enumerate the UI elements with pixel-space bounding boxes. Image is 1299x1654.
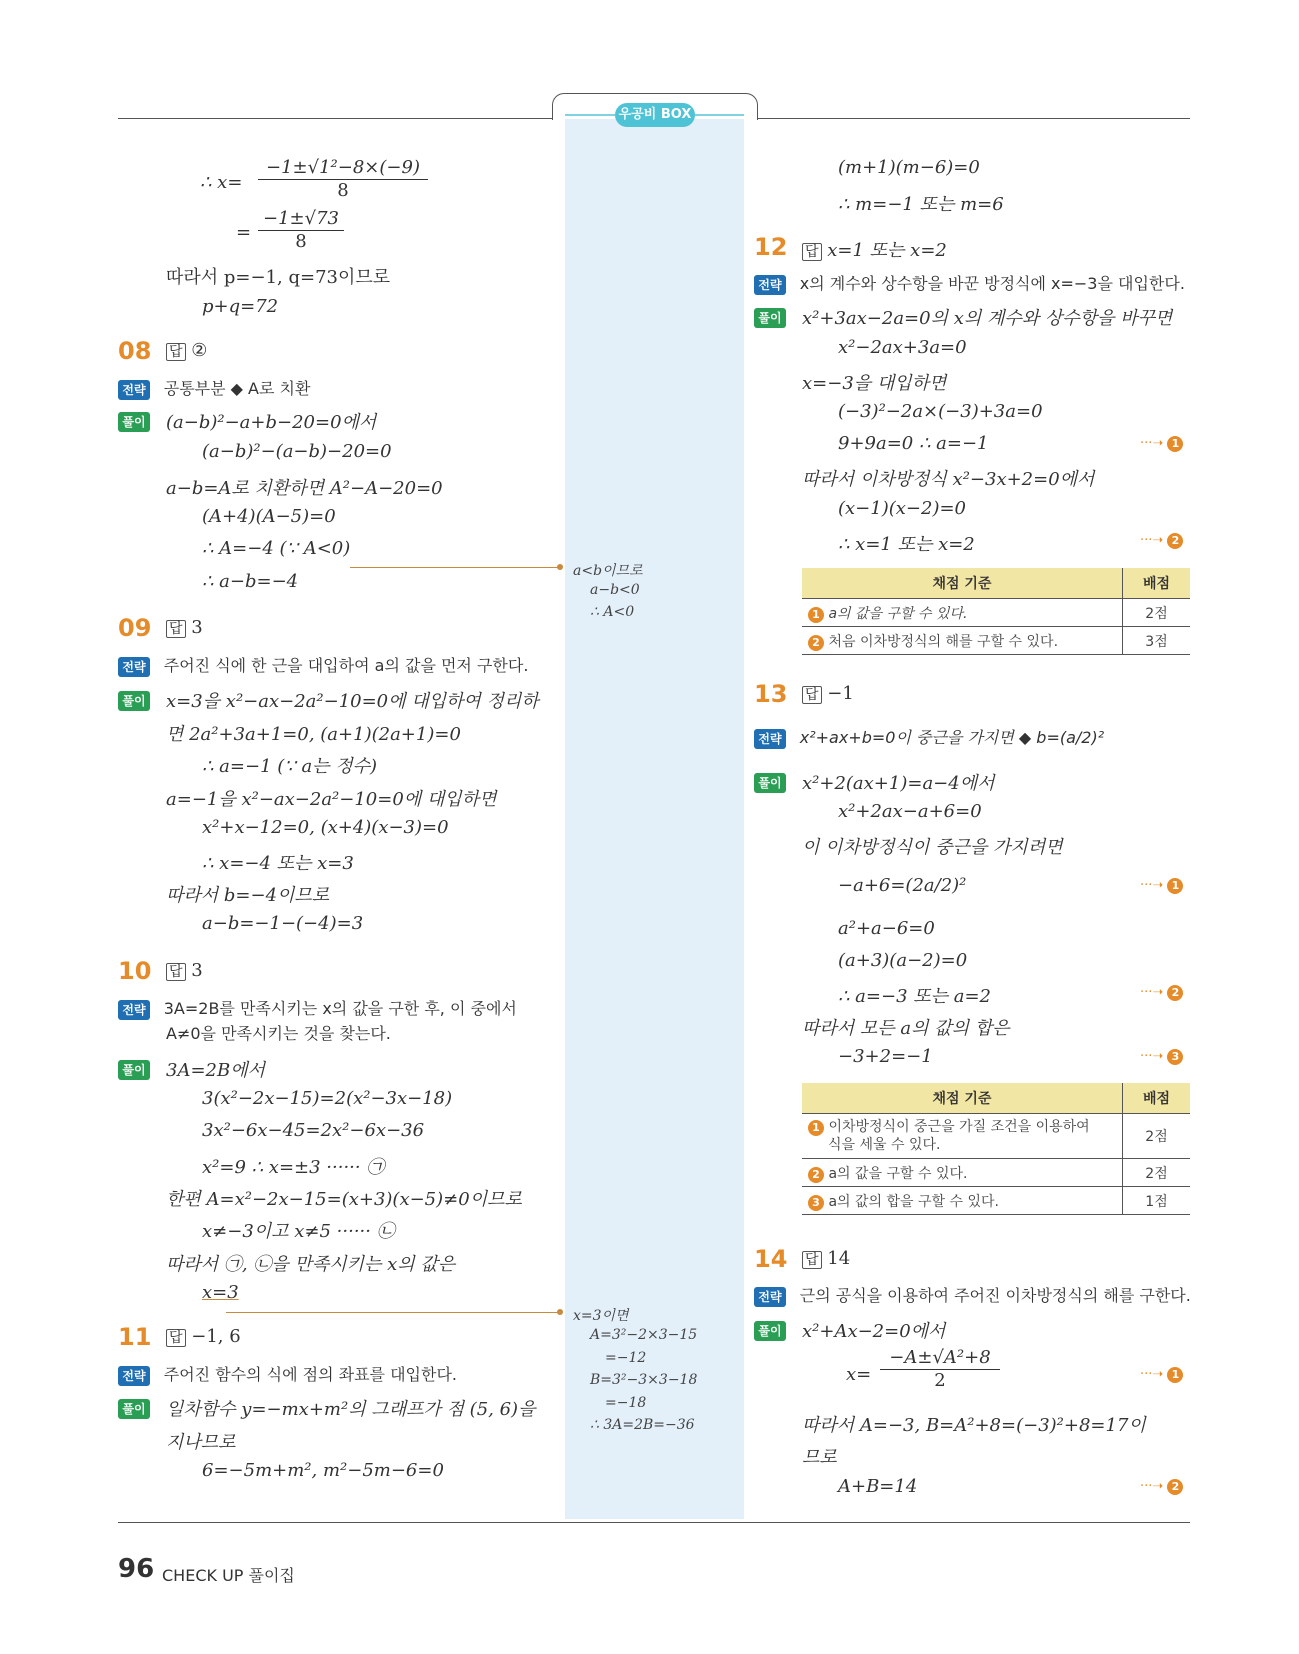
strategy <box>118 653 528 677</box>
strategy-tag: 전략 <box>118 1366 150 1386</box>
score-mark-number: 3 <box>1167 1049 1183 1065</box>
strategy <box>754 1283 1191 1307</box>
score-mark-number: 2 <box>1167 1479 1183 1495</box>
criterion-points: 3점 <box>1123 627 1191 655</box>
strategy <box>754 271 1185 295</box>
table-row <box>802 599 1190 627</box>
line: x= <box>846 1364 872 1385</box>
criterion-text: 식을 세울 수 있다. <box>828 1137 941 1153</box>
table-row <box>802 1187 1190 1215</box>
line: ∴ A=−4 (∵ A<0) <box>202 538 351 559</box>
criterion-points: 2점 <box>1123 1114 1191 1159</box>
question-number: 12 <box>754 233 788 261</box>
line: 9+9a=0 ∴ a=−1 <box>838 433 989 454</box>
line: −a+6=(2a/2)² <box>838 875 967 896</box>
eq-equals: = <box>236 222 252 243</box>
solution-tag <box>754 771 786 793</box>
answer-value: 3 <box>191 960 203 981</box>
side-note: x=3이면 <box>573 1308 629 1324</box>
strategy <box>118 1362 457 1386</box>
line: x²+2ax−a+6=0 <box>838 801 982 822</box>
table-row <box>802 627 1190 655</box>
answer-icon: 답 <box>166 1329 186 1347</box>
connector-dot <box>557 564 563 570</box>
strategy-tag: 전략 <box>754 275 786 295</box>
score-mark: ···➝ 1 <box>1140 878 1183 894</box>
solution-tag-label: 풀이 <box>118 691 150 711</box>
solution-tag-label: 풀이 <box>754 1321 786 1341</box>
answer-value: −1 <box>827 683 854 704</box>
line: 따라서 p=−1, q=73이므로 <box>166 267 391 288</box>
line: 6=−5m+m², m²−5m−6=0 <box>202 1460 444 1481</box>
strategy-text: 근의 공식을 이용하여 주어진 이차방정식의 해를 구한다. <box>799 1286 1191 1305</box>
line: (−3)²−2a×(−3)+3a=0 <box>838 401 1043 422</box>
strategy-text: A≠0을 만족시키는 것을 찾는다. <box>166 1024 391 1043</box>
line: x≠−3이고 x≠5 ······ ㉡ <box>202 1221 395 1242</box>
answer <box>166 617 203 638</box>
answer-icon: 답 <box>802 686 822 704</box>
frac3-den: 2 <box>934 1370 946 1391</box>
criterion-text: 처음 이차방정식의 해를 구할 수 있다. <box>828 633 1059 650</box>
frac2-num: −1±√73 <box>258 208 344 231</box>
bottom-rule <box>118 1522 1190 1523</box>
frac1-num: −1±√1²−8×(−9) <box>258 157 428 180</box>
answer <box>802 236 947 262</box>
strategy-text: 공통부분 ◆ A로 치환 <box>163 379 311 398</box>
question-number: 14 <box>754 1245 788 1273</box>
line: a=−1을 x²−ax−2a²−10=0에 대입하면 <box>166 789 497 810</box>
side-note: a−b<0 <box>590 582 640 598</box>
frac3-num: −A±√A²+8 <box>880 1347 1000 1370</box>
connector <box>350 567 560 568</box>
question-number: 09 <box>118 614 152 642</box>
frac1-den: 8 <box>337 180 349 201</box>
solution-tag-label: 풀이 <box>118 1399 150 1419</box>
line: (A+4)(A−5)=0 <box>202 506 336 527</box>
line: 이 이차방정식이 중근을 가지려면 <box>802 837 1063 858</box>
side-note: =−18 <box>605 1395 647 1411</box>
answer-value: x=1 또는 x=2 <box>827 240 947 261</box>
criterion-points: 1점 <box>1123 1187 1191 1215</box>
criterion-number: 1 <box>808 607 824 623</box>
top-rule-left <box>118 118 554 119</box>
answer-value: ② <box>191 340 208 361</box>
answer-icon: 답 <box>802 1251 822 1269</box>
question-number: 13 <box>754 680 788 708</box>
line: x²+2(ax+1)=a−4에서 <box>802 773 995 794</box>
line: 따라서 ㉠, ㉡을 만족시키는 x의 값은 <box>166 1254 456 1275</box>
line: 3x²−6x−45=2x²−6x−36 <box>202 1120 425 1141</box>
solution-tag-label: 풀이 <box>754 773 786 793</box>
strategy-text: x²+ax+b=0이 중근을 가지면 ◆ b=(a/2)² <box>799 728 1105 747</box>
line: 면 2a²+3a+1=0, (a+1)(2a+1)=0 <box>166 724 461 745</box>
line: 한편 A=x²−2x−15=(x+3)(x−5)≠0이므로 <box>166 1189 522 1210</box>
criterion-points: 2점 <box>1123 599 1191 627</box>
eq-x: ∴ x= <box>200 172 243 193</box>
criterion-text: a의 값을 구할 수 있다. <box>828 1165 968 1182</box>
side-note: a<b이므로 <box>573 563 643 579</box>
answer-icon: 답 <box>166 343 186 361</box>
line: 3A=2B에서 <box>166 1060 265 1081</box>
line: x=−3을 대입하면 <box>802 373 947 394</box>
answer-value: −1, 6 <box>191 1326 241 1347</box>
connector-dot <box>557 1309 563 1315</box>
box-badge: 우공비 BOX <box>615 103 695 127</box>
criterion-number: 1 <box>808 1120 824 1136</box>
line: ∴ x=−4 또는 x=3 <box>202 853 354 874</box>
points-header: 배점 <box>1123 1083 1191 1114</box>
answer <box>166 340 207 361</box>
line: ∴ a=−1 (∵ a는 정수) <box>202 756 378 777</box>
criterion-text: a의 값을 구할 수 있다. <box>828 605 968 622</box>
answer-value: 3 <box>191 617 203 638</box>
score-mark: ···➝ 2 <box>1140 1479 1183 1495</box>
table-row <box>802 1114 1190 1159</box>
side-note: B=3²−3×3−18 <box>590 1372 698 1388</box>
criterion-points: 2점 <box>1123 1159 1191 1187</box>
line: x²+3ax−2a=0의 x의 계수와 상수항을 바꾸면 <box>802 308 1173 329</box>
answer-value: 14 <box>827 1248 851 1269</box>
score-mark-number: 2 <box>1167 985 1183 1001</box>
side-note: ∴ 3A=2B=−36 <box>590 1417 695 1433</box>
line: x=3을 x²−ax−2a²−10=0에 대입하여 정리하 <box>166 691 539 712</box>
line: (a−b)²−(a−b)−20=0 <box>202 441 392 462</box>
criterion-text: 이차방정식이 중근을 가질 조건을 이용하여 <box>828 1119 1090 1135</box>
line: 따라서 A=−3, B=A²+8=(−3)²+8=17이 <box>802 1415 1146 1436</box>
side-note: =−12 <box>605 1350 647 1366</box>
line: ∴ a=−3 또는 a=2 <box>838 986 992 1007</box>
line: −3+2=−1 <box>838 1046 933 1067</box>
scoring-table <box>802 1083 1190 1215</box>
scoring-header: 채점 기준 <box>802 1083 1123 1114</box>
top-rule-right <box>754 118 1190 119</box>
strategy-tag: 전략 <box>754 1287 786 1307</box>
line: 3(x²−2x−15)=2(x²−3x−18) <box>202 1088 453 1109</box>
line: a−b=−1−(−4)=3 <box>202 913 364 934</box>
answer <box>802 683 854 704</box>
solution-tag <box>118 410 150 432</box>
score-mark-number: 1 <box>1167 1367 1183 1383</box>
strategy-text: 주어진 식에 한 근을 대입하여 a의 값을 먼저 구한다. <box>163 656 529 675</box>
solution-tag <box>118 689 150 711</box>
strategy-text: 주어진 함수의 식에 점의 좌표를 대입한다. <box>163 1365 458 1384</box>
score-mark-number: 1 <box>1167 878 1183 894</box>
line: (a+3)(a−2)=0 <box>838 950 968 971</box>
scoring-table <box>802 568 1190 655</box>
points-header: 배점 <box>1123 568 1191 599</box>
line: a−b=A로 치환하면 A²−A−20=0 <box>166 478 443 499</box>
line: ∴ a−b=−4 <box>202 571 299 592</box>
strategy-tag: 전략 <box>754 729 786 749</box>
line: 따라서 이차방정식 x²−3x+2=0에서 <box>802 469 1095 490</box>
side-note: A=3²−2×3−15 <box>590 1327 698 1343</box>
line: 므로 <box>802 1447 837 1468</box>
score-mark: ···➝ 1 <box>1140 436 1183 452</box>
solution-tag-label: 풀이 <box>118 1060 150 1080</box>
score-mark: ···➝ 2 <box>1140 985 1183 1001</box>
solution-tag <box>754 306 786 328</box>
solution-tag-label: 풀이 <box>754 308 786 328</box>
strategy <box>754 725 1104 749</box>
question-number: 08 <box>118 337 152 365</box>
line: p+q=72 <box>202 296 279 317</box>
solution-tag <box>754 1319 786 1341</box>
line: (x−1)(x−2)=0 <box>838 498 966 519</box>
strategy-text: 3A=2B를 만족시키는 x의 값을 구한 후, 이 중에서 <box>163 999 517 1018</box>
line: ∴ m=−1 또는 m=6 <box>838 194 1004 215</box>
answer <box>166 960 203 981</box>
line: a²+a−6=0 <box>838 918 935 939</box>
frac2 <box>258 208 344 252</box>
line: 일차함수 y=−mx+m²의 그래프가 점 (5, 6)을 <box>166 1399 536 1420</box>
side-note: ∴ A<0 <box>590 604 635 620</box>
answer-icon: 답 <box>802 243 822 261</box>
table-row <box>802 1159 1190 1187</box>
score-mark: ···➝ 1 <box>1140 1367 1183 1383</box>
answer-icon: 답 <box>166 963 186 981</box>
line: 따라서 모든 a의 값의 합은 <box>802 1018 1010 1039</box>
solution-tag <box>118 1397 150 1419</box>
strategy-tag: 전략 <box>118 380 150 400</box>
strategy <box>118 376 310 400</box>
strategy-tag: 전략 <box>118 657 150 677</box>
score-mark-number: 2 <box>1167 533 1183 549</box>
frac2-den: 8 <box>295 231 307 252</box>
frac3 <box>880 1347 1000 1391</box>
criterion-number: 2 <box>808 635 824 651</box>
footer-title: CHECK UP 풀이집 <box>162 1566 295 1585</box>
connector <box>226 1312 560 1313</box>
strategy-tag: 전략 <box>118 1000 150 1020</box>
solution-tag-label: 풀이 <box>118 412 150 432</box>
line: (m+1)(m−6)=0 <box>838 157 980 178</box>
badge-line-left <box>565 114 615 116</box>
score-mark: ···➝ 2 <box>1140 533 1183 549</box>
line: 지나므로 <box>166 1432 236 1453</box>
answer <box>802 1248 850 1269</box>
score-mark: ···➝ 3 <box>1140 1049 1183 1065</box>
line: A+B=14 <box>838 1476 918 1497</box>
line: x²−2ax+3a=0 <box>838 337 967 358</box>
scoring-header: 채점 기준 <box>802 568 1123 599</box>
criterion-number: 2 <box>808 1167 824 1183</box>
solution-tag <box>118 1058 150 1080</box>
strategy <box>118 996 517 1020</box>
answer <box>166 1326 241 1347</box>
line: x=3 <box>202 1282 239 1303</box>
criterion-number: 3 <box>808 1195 824 1211</box>
question-number: 10 <box>118 957 152 985</box>
line: (a−b)²−a+b−20=0에서 <box>166 412 377 433</box>
line: ∴ x=1 또는 x=2 <box>838 534 975 555</box>
line: 따라서 b=−4이므로 <box>166 885 330 906</box>
answer-icon: 답 <box>166 620 186 638</box>
score-mark-number: 1 <box>1167 436 1183 452</box>
page-number: 96 <box>118 1554 155 1584</box>
line: x²+x−12=0, (x+4)(x−3)=0 <box>202 817 449 838</box>
frac1 <box>258 157 428 201</box>
line: x²+Ax−2=0에서 <box>802 1321 946 1342</box>
question-number: 11 <box>118 1323 152 1351</box>
strategy-text: x의 계수와 상수항을 바꾼 방정식에 x=−3을 대입한다. <box>799 274 1185 293</box>
criterion-text: a의 값의 합을 구할 수 있다. <box>828 1193 999 1210</box>
line: x²=9 ∴ x=±3 ······ ㉠ <box>202 1157 385 1178</box>
badge-line-right <box>695 114 744 116</box>
